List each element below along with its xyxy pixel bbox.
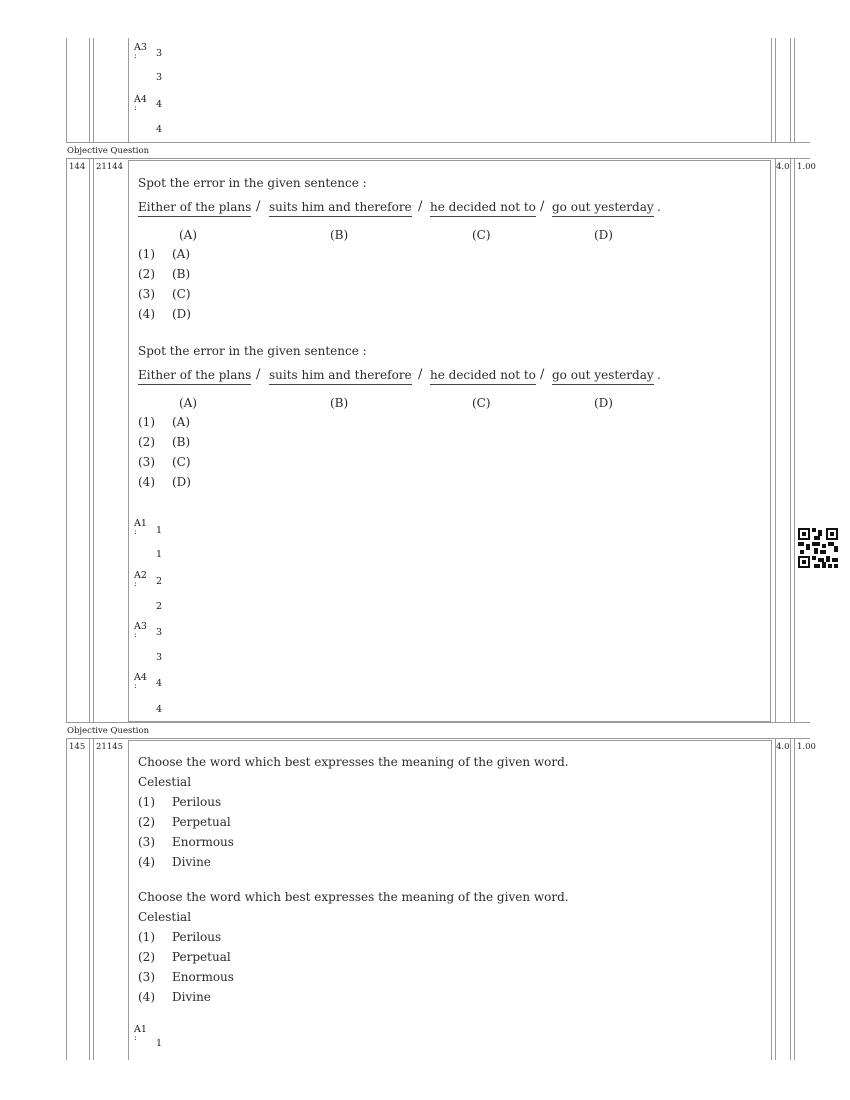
question-marks: 4.0 xyxy=(776,742,790,752)
answer-label: A2 xyxy=(134,570,147,581)
question-marks: 4.0 xyxy=(776,162,790,172)
option-number: (3) xyxy=(138,970,155,984)
segment-d: go out yesterday xyxy=(552,200,654,217)
answer-value: 3 xyxy=(156,627,163,638)
answer-repeat: 3 xyxy=(156,72,163,83)
segment-b: suits him and therefore xyxy=(269,368,412,385)
given-word: Celestial xyxy=(138,775,192,789)
slash: / xyxy=(540,367,545,382)
option-text: Enormous xyxy=(172,970,234,984)
option-text: (B) xyxy=(172,435,191,449)
question-id: 21145 xyxy=(96,742,124,752)
option-text: (C) xyxy=(172,455,191,469)
question-prompt: Spot the error in the given sentence : xyxy=(138,344,367,358)
answer-repeat: 4 xyxy=(156,704,163,715)
answer-repeat: 3 xyxy=(156,652,163,663)
slash: / xyxy=(418,367,423,382)
option-number: (4) xyxy=(138,855,155,869)
option-text: Divine xyxy=(172,990,211,1004)
letter-c: (C) xyxy=(472,396,491,410)
option-text: Perpetual xyxy=(172,950,231,964)
question-id: 21144 xyxy=(96,162,124,172)
option-number: (3) xyxy=(138,287,155,301)
option-text: Perilous xyxy=(172,930,222,944)
question-prompt: Choose the word which best expresses the meaning of the given word. xyxy=(138,890,569,904)
question-negative: 1.00 xyxy=(797,162,816,172)
question-prompt: Choose the word which best expresses the meaning of the given word. xyxy=(138,755,569,769)
option-number: (1) xyxy=(138,247,155,261)
option-text: (C) xyxy=(172,287,191,301)
question-number: 144 xyxy=(69,162,86,172)
option-text: Divine xyxy=(172,855,211,869)
option-number: (2) xyxy=(138,950,155,964)
slash: / xyxy=(256,367,261,382)
option-text: (A) xyxy=(172,415,191,429)
answer-repeat: 4 xyxy=(156,124,163,135)
option-text: Perpetual xyxy=(172,815,231,829)
option-text: (D) xyxy=(172,475,191,489)
answer-repeat: 1 xyxy=(156,549,163,560)
option-number: (2) xyxy=(138,267,155,281)
qr-code-icon xyxy=(798,528,838,568)
letter-d: (D) xyxy=(594,228,613,242)
answer-value: 3 xyxy=(156,48,163,59)
answer-value: 4 xyxy=(156,99,163,110)
segment-b: suits him and therefore xyxy=(269,200,412,217)
answer-value: 1 xyxy=(156,525,163,536)
answer-label: A1 xyxy=(134,1024,147,1035)
question-negative: 1.00 xyxy=(797,742,816,752)
segment-c: he decided not to xyxy=(430,200,536,217)
answer-label: A4 xyxy=(134,94,147,105)
option-number: (3) xyxy=(138,835,155,849)
question-prompt: Spot the error in the given sentence : xyxy=(138,176,367,190)
option-number: (2) xyxy=(138,435,155,449)
option-number: (4) xyxy=(138,475,155,489)
given-word: Celestial xyxy=(138,910,192,924)
option-text: (D) xyxy=(172,307,191,321)
letter-b: (B) xyxy=(330,228,349,242)
letter-b: (B) xyxy=(330,396,349,410)
answer-value: 2 xyxy=(156,576,163,587)
option-number: (1) xyxy=(138,930,155,944)
option-text: Enormous xyxy=(172,835,234,849)
end-mark: . xyxy=(657,368,661,382)
option-number: (4) xyxy=(138,307,155,321)
option-number: (1) xyxy=(138,415,155,429)
option-number: (1) xyxy=(138,795,155,809)
section-label: Objective Question xyxy=(67,726,150,736)
answer-label: A3 xyxy=(134,621,147,632)
answer-label: A3 xyxy=(134,42,147,53)
question-number: 145 xyxy=(69,742,86,752)
letter-a: (A) xyxy=(179,396,198,410)
segment-a: Either of the plans xyxy=(138,200,251,217)
slash: / xyxy=(418,199,423,214)
option-number: (4) xyxy=(138,990,155,1004)
option-text: Perilous xyxy=(172,795,222,809)
option-number: (2) xyxy=(138,815,155,829)
segment-d: go out yesterday xyxy=(552,368,654,385)
slash: / xyxy=(256,199,261,214)
answer-label: A1 xyxy=(134,518,147,529)
option-text: (A) xyxy=(172,247,191,261)
section-label: Objective Question xyxy=(67,146,150,156)
option-text: (B) xyxy=(172,267,191,281)
letter-c: (C) xyxy=(472,228,491,242)
answer-label: A4 xyxy=(134,672,147,683)
option-number: (3) xyxy=(138,455,155,469)
answer-value: 1 xyxy=(156,1038,163,1049)
slash: / xyxy=(540,199,545,214)
segment-c: he decided not to xyxy=(430,368,536,385)
answer-value: 4 xyxy=(156,678,163,689)
letter-d: (D) xyxy=(594,396,613,410)
segment-a: Either of the plans xyxy=(138,368,251,385)
end-mark: . xyxy=(657,200,661,214)
answer-repeat: 2 xyxy=(156,601,163,612)
letter-a: (A) xyxy=(179,228,198,242)
